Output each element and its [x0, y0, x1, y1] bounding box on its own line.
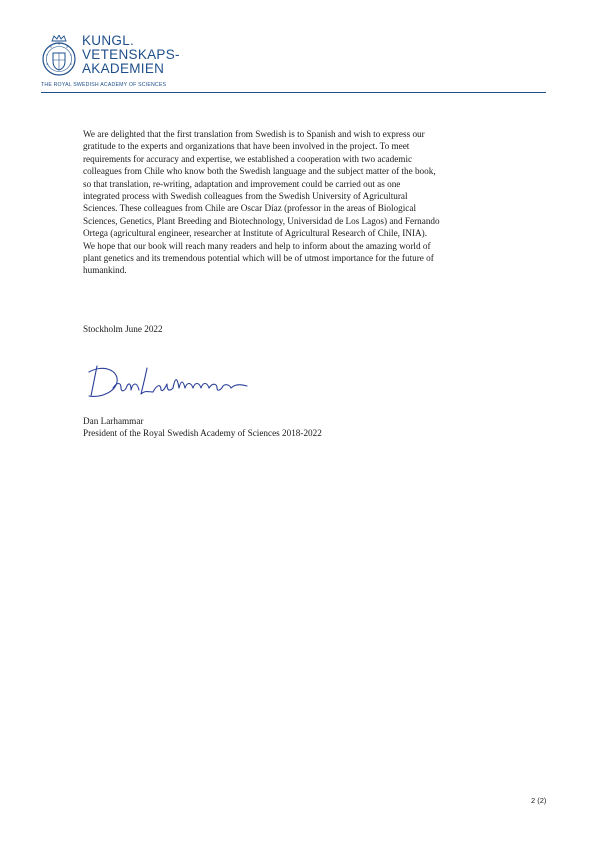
body-line: Sciences, Genetics, Plant Breeding and Biotechnology, Universidad de Los Lagos) and Fernando: [83, 215, 440, 226]
body-line: colleagues from Chile who know both the Swedish language and the subject matter of the book,: [83, 166, 436, 177]
letterhead-divider: [41, 92, 546, 93]
letter-body: [83, 128, 513, 277]
body-line: We hope that our book will reach many readers and help to inform about the amazing world of: [83, 240, 431, 251]
handwritten-signature: [83, 362, 253, 404]
body-line: humankind.: [83, 265, 127, 276]
organization-name-line: VETENSKAPS-: [82, 47, 180, 62]
organization-name-line: AKADEMIEN: [82, 61, 165, 76]
body-line: requirements for accuracy and expertise, we established a cooperation with two academic: [83, 153, 413, 164]
organization-subtitle: THE ROYAL SWEDISH ACADEMY OF SCIENCES: [41, 82, 167, 88]
body-line: Ortega (agricultural engineer, researcher at Institute of Agricultural Research of Chile, INIA).: [83, 228, 428, 239]
body-line: plant genetics and its tremendous potential which will be of utmost importance for the future of: [83, 253, 434, 264]
academy-seal-icon: [41, 35, 77, 79]
body-line: Sciences. These colleagues from Chile are Oscar Díaz (professor in the areas of Biological: [83, 203, 417, 214]
organization-name-line: KUNGL.: [82, 33, 135, 48]
place-date: Stockholm June 2022: [83, 324, 163, 334]
signer-name: Dan Larhammar: [83, 416, 144, 426]
body-line: integrated process with Swedish colleagues from the Swedish University of Agricultural: [83, 191, 408, 202]
body-line: We are delighted that the first translation from Swedish is to Spanish and wish to express our: [83, 129, 425, 139]
signer-title: President of the Royal Swedish Academy of Sciences 2018-2022: [83, 428, 322, 438]
body-line: gratitude to the experts and organizations that have been involved in the project. To meet: [83, 141, 410, 152]
page-number: 2 (2): [531, 796, 547, 805]
body-line: so that translation, re-writing, adaptation and improvement could be carried out as one: [83, 178, 401, 189]
organization-name: [82, 34, 180, 76]
